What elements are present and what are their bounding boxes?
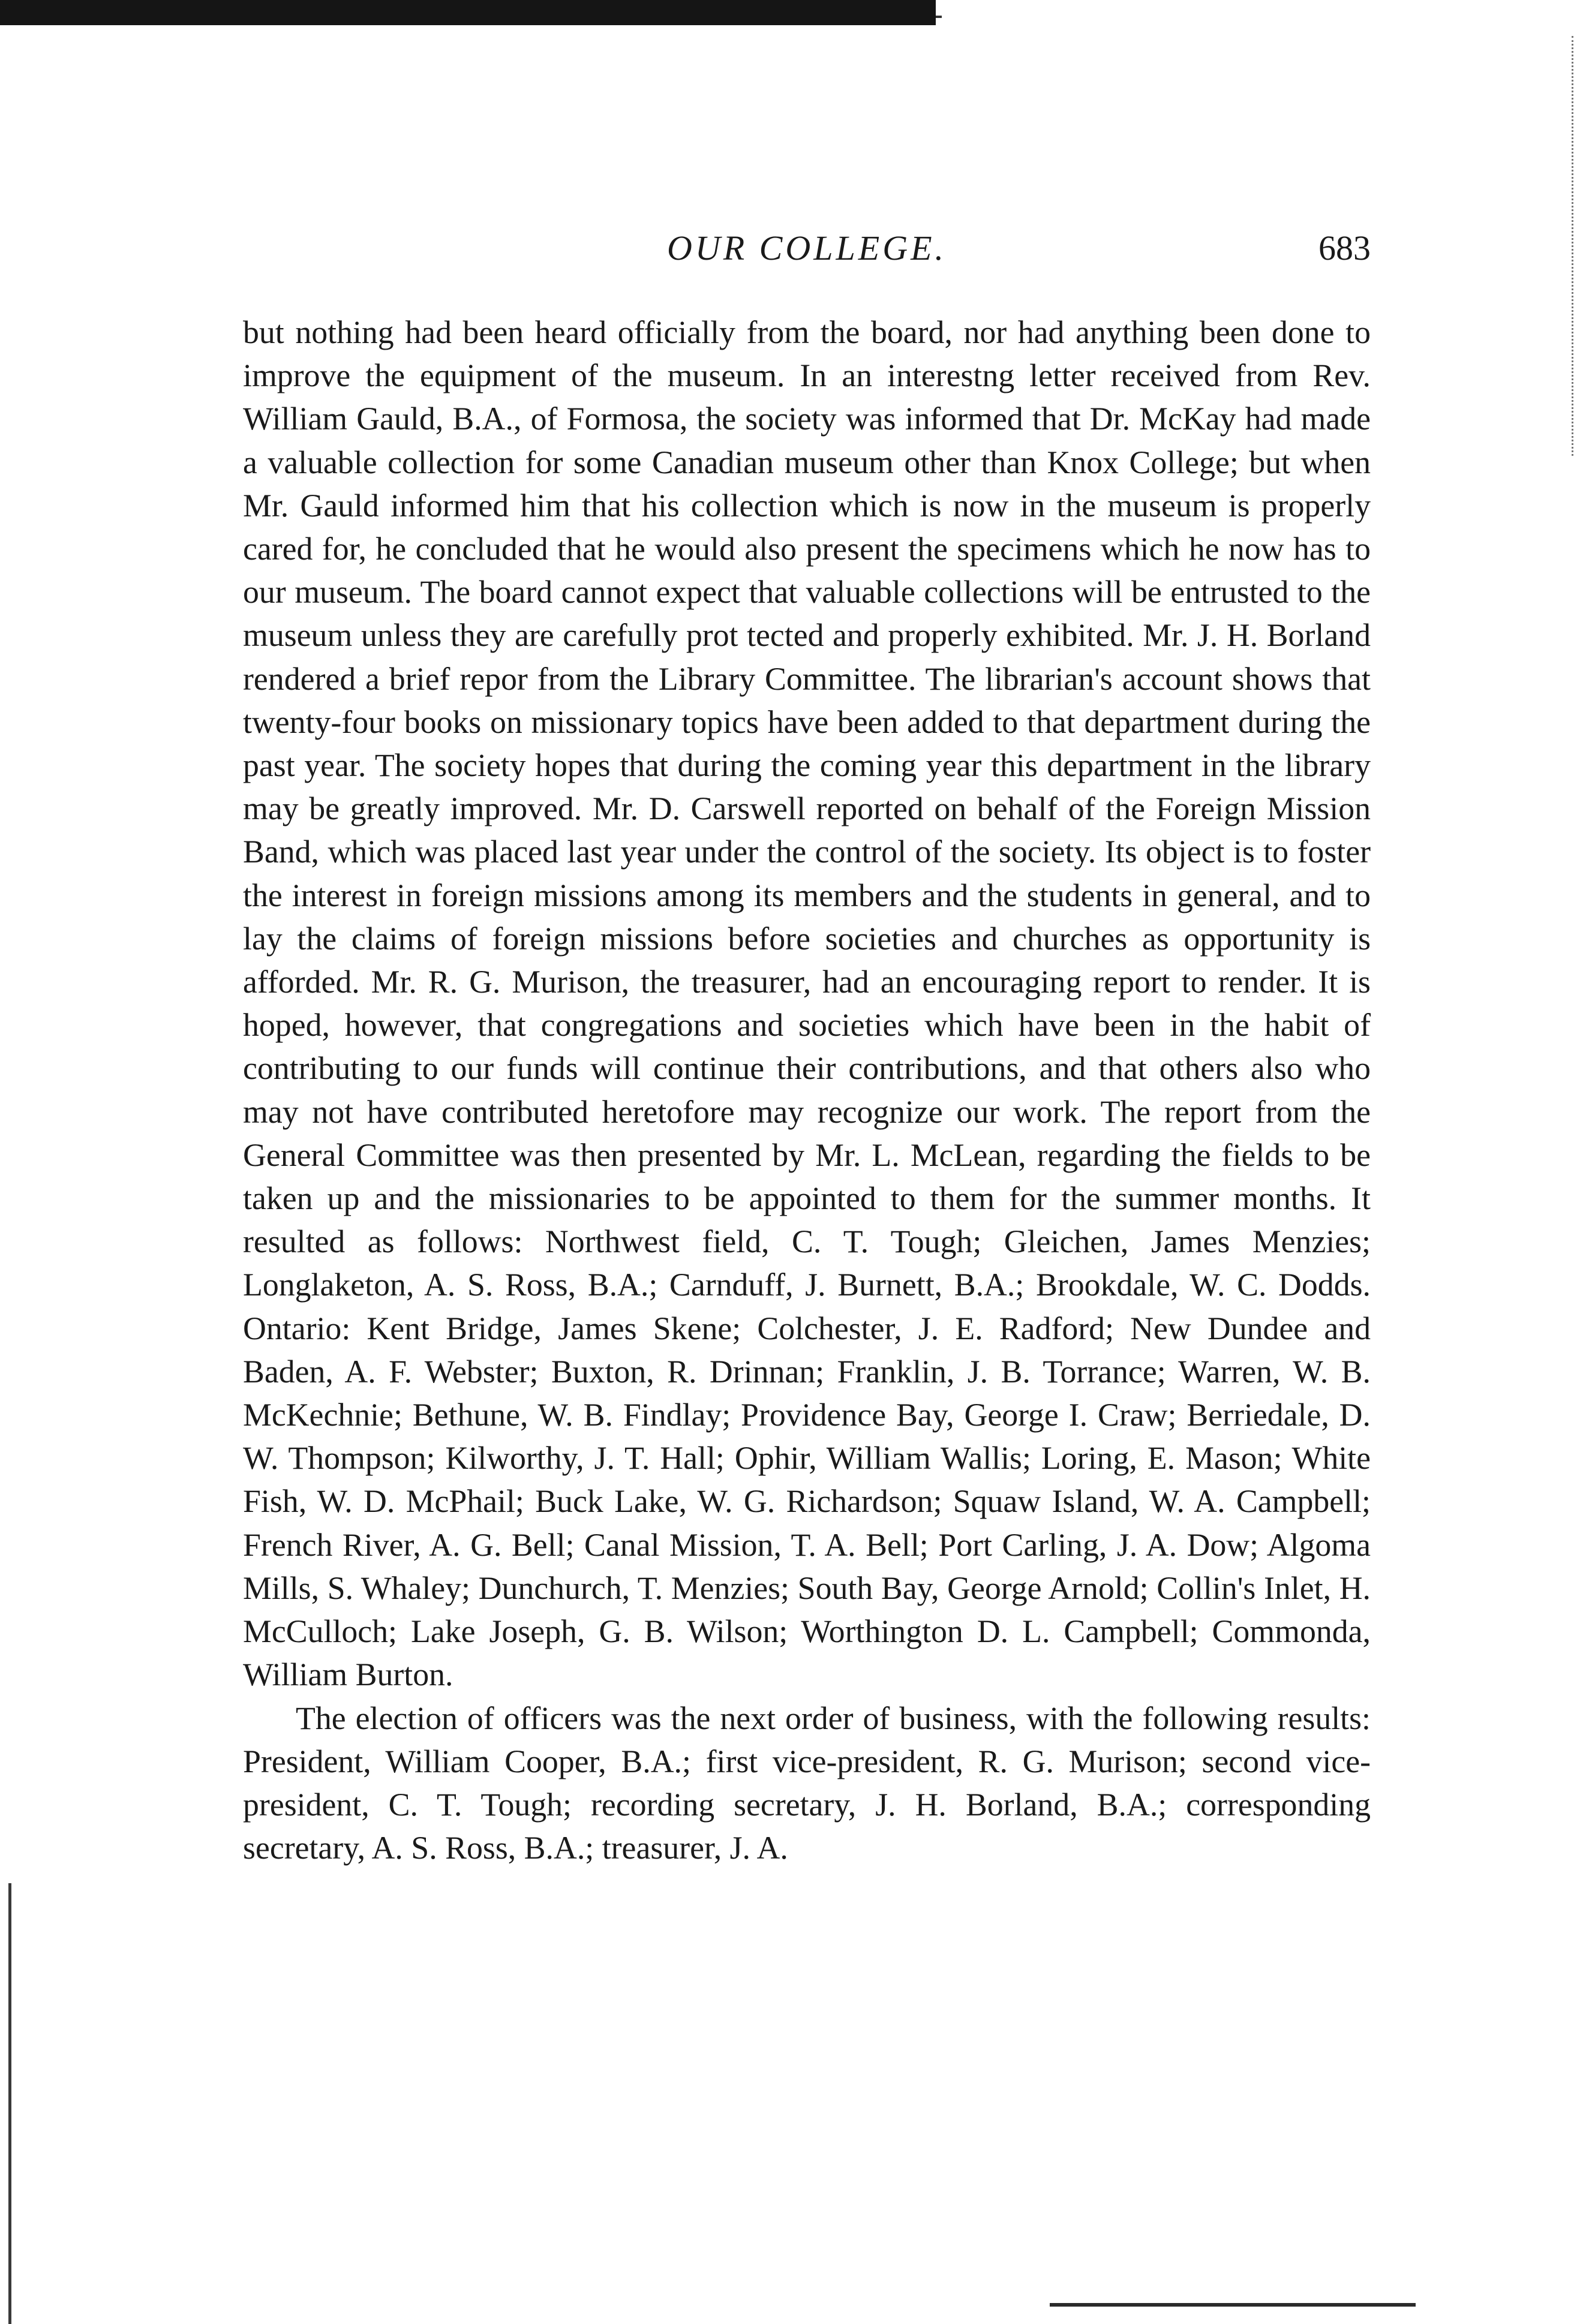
top-edge-rule-extension bbox=[936, 16, 942, 18]
page-number: 683 bbox=[1318, 229, 1371, 267]
running-header bbox=[243, 228, 1371, 282]
body-text bbox=[243, 311, 1371, 1869]
bottom-edge-rule bbox=[1050, 2303, 1416, 2307]
right-edge-scan-marks bbox=[1568, 36, 1573, 456]
left-margin-scan-line bbox=[8, 1883, 11, 2324]
paragraph: but nothing had been heard officially from the board, nor had anything been done to improve the equipment of the museum. In an interestng letter received from Rev. William Gauld, B.A., of Formosa, the society was informed that Dr. McKay had made a valuable collection for some Canadian museum other than Knox College; but when Mr. Gauld informed him that his collection which is now in the museum is properly cared for, he concluded that he would also present the specimens which he now has to our museum. The board cannot expect that valuable collections will be entrusted to the museum unless they are carefully prot tected and properly exhibited. Mr. J. H. Borland rendered a brief repor from the Library Committee. The librarian's account shows that twenty-four books on missionary topics have been added to that department during the past year. The society hopes that during the coming year this department in the library may be greatly improved. Mr. D. Carswell reported on behalf of the Foreign Mission Band, which was placed last year under the control of the society. Its object is to foster the interest in foreign missions among its members and the students in general, and to lay the claims of foreign missions before societies and churches as opportunity is afforded. Mr. R. G. Murison, the treasurer, had an encouraging report to render. It is hoped, however, that congregations and societies which have been in the habit of contributing to our funds will continue their contributions, and that others also who may not have contributed heretofore may recognize our work. The report from the General Committee was then presented by Mr. L. McLean, regarding the fields to be taken up and the missionaries to be appointed to them for the summer months. It resulted as follows: Northwest field, C. T. Tough; Gleichen, James Menzies; Longlaketon, A. S. Ross, B.A.; Carnduff, J. Burnett, B.A.; Brookdale, W. C. Dodds. Ontario: Kent Bridge, James Skene; Colchester, J. E. Radford; New Dundee and Baden, A. F. Webster; Buxton, R. Drinnan; Franklin, J. B. Torrance; Warren, W. B. McKechnie; Bethune, W. B. Findlay; Providence Bay, George I. Craw; Berriedale, D. W. Thompson; Kilworthy, J. T. Hall; Ophir, William Wallis; Loring, E. Mason; White Fish, W. D. McPhail; Buck Lake, W. G. Richardson; Squaw Island, W. A. Campbell; French River, A. G. Bell; Canal Mission, T. A. Bell; Port Carling, J. A. Dow; Algoma Mills, S. Whaley; Dunchurch, T. Menzies; South Bay, George Arnold; Collin's Inlet, H. McCulloch; Lake Joseph, G. B. Wilson; Worthington D. L. Campbell; Commonda, William Burton. bbox=[243, 314, 1371, 1693]
running-title: OUR COLLEGE. bbox=[666, 229, 947, 267]
top-edge-rule bbox=[0, 0, 936, 25]
paragraph: The election of officers was the next order of business, with the following results: President, William Cooper, B.A.; first vice-president, R. G. Murison; second vice-president, C. T. Tough; recording secretary, J. H. Borland, B.A.; corresponding secretary, A. S. Ross, B.A.; treasurer, J. A. bbox=[243, 1700, 1371, 1866]
book-page bbox=[243, 228, 1371, 1869]
